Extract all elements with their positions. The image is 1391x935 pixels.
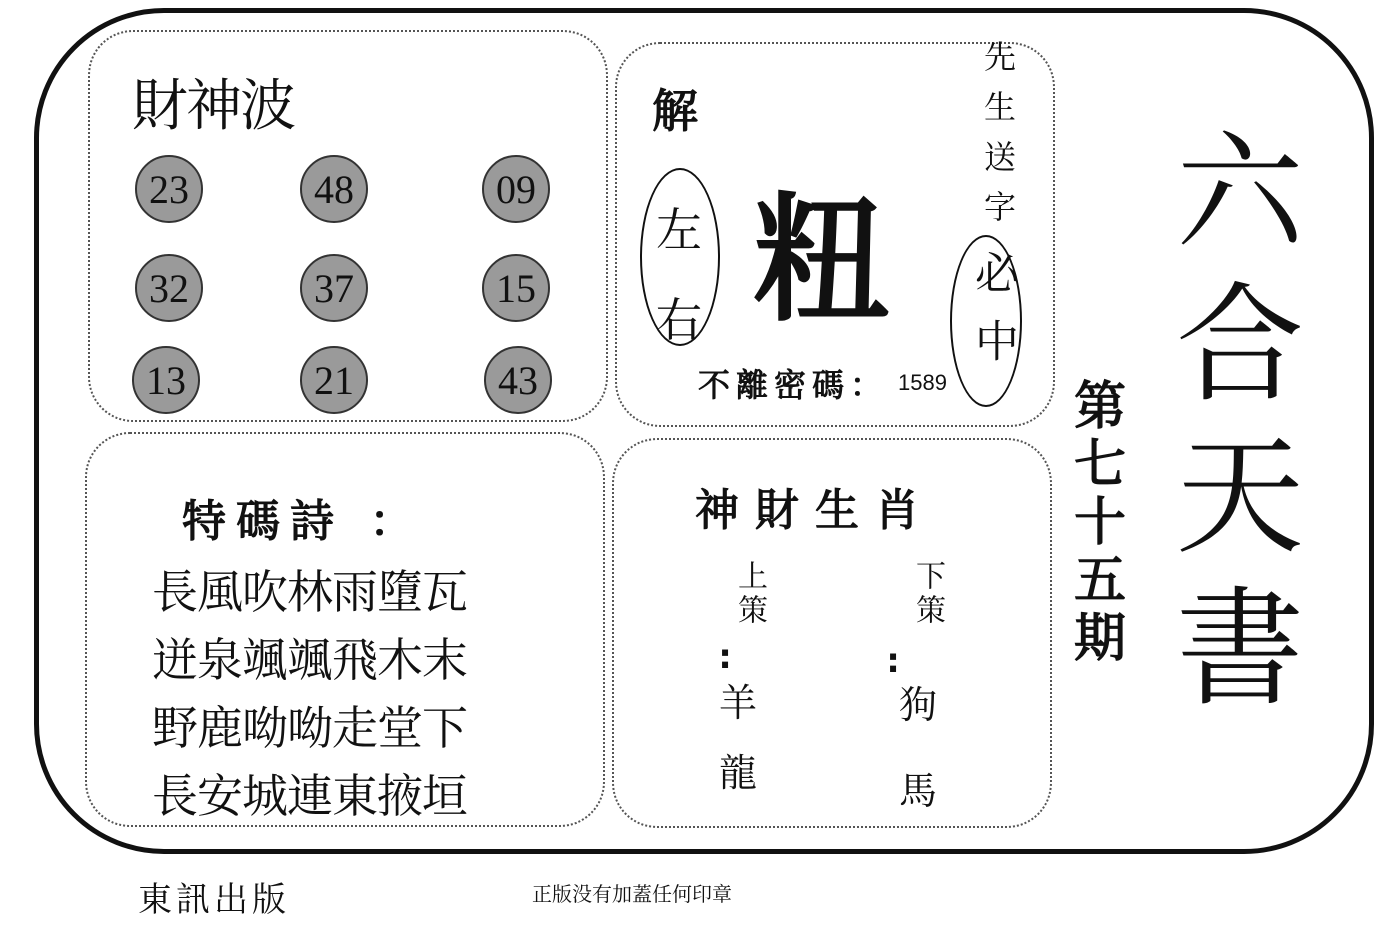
lower-strategy-label: 下策 [910,560,945,628]
poem-line: 迸泉颯颯飛木末 [152,633,467,687]
poem-line: 野鹿呦呦走堂下 [152,701,467,755]
sender-text: 先生送字 [979,40,1017,240]
main-title: 六合天書 [1175,119,1304,724]
lower-colon: : [886,641,900,681]
solve-label: 解 [652,84,698,138]
genuine-notice: 正版没有加蓋任何印章 [532,882,732,906]
number-ball: 13 [132,346,200,414]
upper-strategy-label: 上策 [732,560,767,628]
number-ball: 32 [135,254,203,322]
hint-text: 左右 [656,203,702,347]
lower-animal: 馬 [898,769,937,813]
zodiac-title: 神財生肖 [695,485,935,536]
sent-character: 粈 [752,180,891,341]
number-ball: 48 [300,155,368,223]
number-ball: 43 [484,346,552,414]
issue-number: 第七十五期 [1073,377,1126,669]
password-value: 1589 [898,370,947,395]
poem-line: 長風吹林雨墮瓦 [152,565,467,619]
number-ball: 21 [300,346,368,414]
upper-animal: 羊 [718,681,757,725]
poem-title: 特碼詩 ： [182,496,424,547]
publisher: 東訊出版 [138,880,290,920]
upper-animal: 龍 [718,751,757,795]
number-ball: 23 [135,155,203,223]
upper-colon: : [718,637,732,677]
number-ball: 15 [482,254,550,322]
poem-line: 長安城連東掖垣 [152,769,467,823]
number-ball: 37 [300,254,368,322]
lucky-waves-title: 財神波 [132,74,294,139]
sure-text: 必中 [967,250,1018,386]
lower-animal: 狗 [898,683,937,727]
number-ball: 09 [482,155,550,223]
password-label: 不離密碼： [698,366,889,404]
